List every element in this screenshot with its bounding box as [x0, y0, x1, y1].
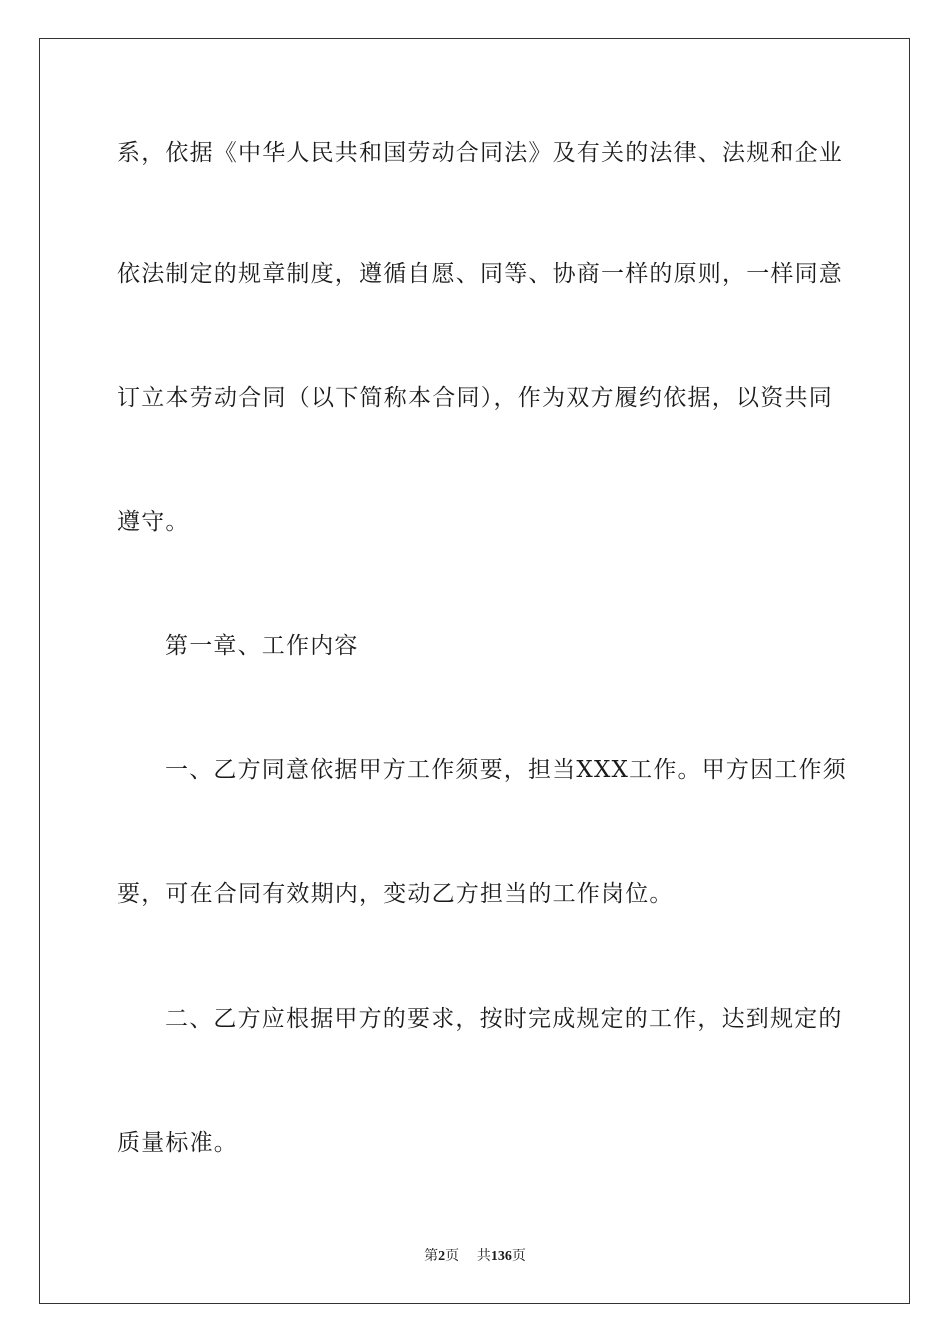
- page-frame: [39, 38, 910, 1304]
- body-line-2: 依法制定的规章制度，遵循自愿、同等、协商一样的原则，一样同意: [117, 261, 843, 287]
- body-line-3: 订立本劳动合同（以下简称本合同），作为双方履约依据，以资共同: [117, 385, 833, 411]
- body-line-9: 质量标准。: [117, 1130, 238, 1156]
- footer-page-prefix: 第: [424, 1248, 439, 1264]
- footer-total-pages: 136: [490, 1249, 512, 1264]
- body-line-8: 二、乙方应根据甲方的要求，按时完成规定的工作，达到规定的: [165, 1006, 843, 1032]
- page-footer: [0, 1247, 950, 1266]
- footer-page-number: 2: [438, 1249, 446, 1264]
- footer-page-suffix: 页: [445, 1248, 460, 1264]
- body-line-6: 一、乙方同意依据甲方工作须要，担当XXX工作。甲方因工作须: [165, 757, 847, 783]
- body-line-7: 要，可在合同有效期内，变动乙方担当的工作岗位。: [117, 881, 674, 907]
- chapter-heading: 第一章、工作内容: [165, 633, 359, 659]
- footer-total-prefix: 共: [476, 1248, 491, 1264]
- footer-total-suffix: 页: [511, 1248, 526, 1264]
- body-line-4: 遵守。: [117, 509, 190, 535]
- body-line-1: 系，依据《中华人民共和国劳动合同法》及有关的法律、法规和企业: [117, 140, 843, 166]
